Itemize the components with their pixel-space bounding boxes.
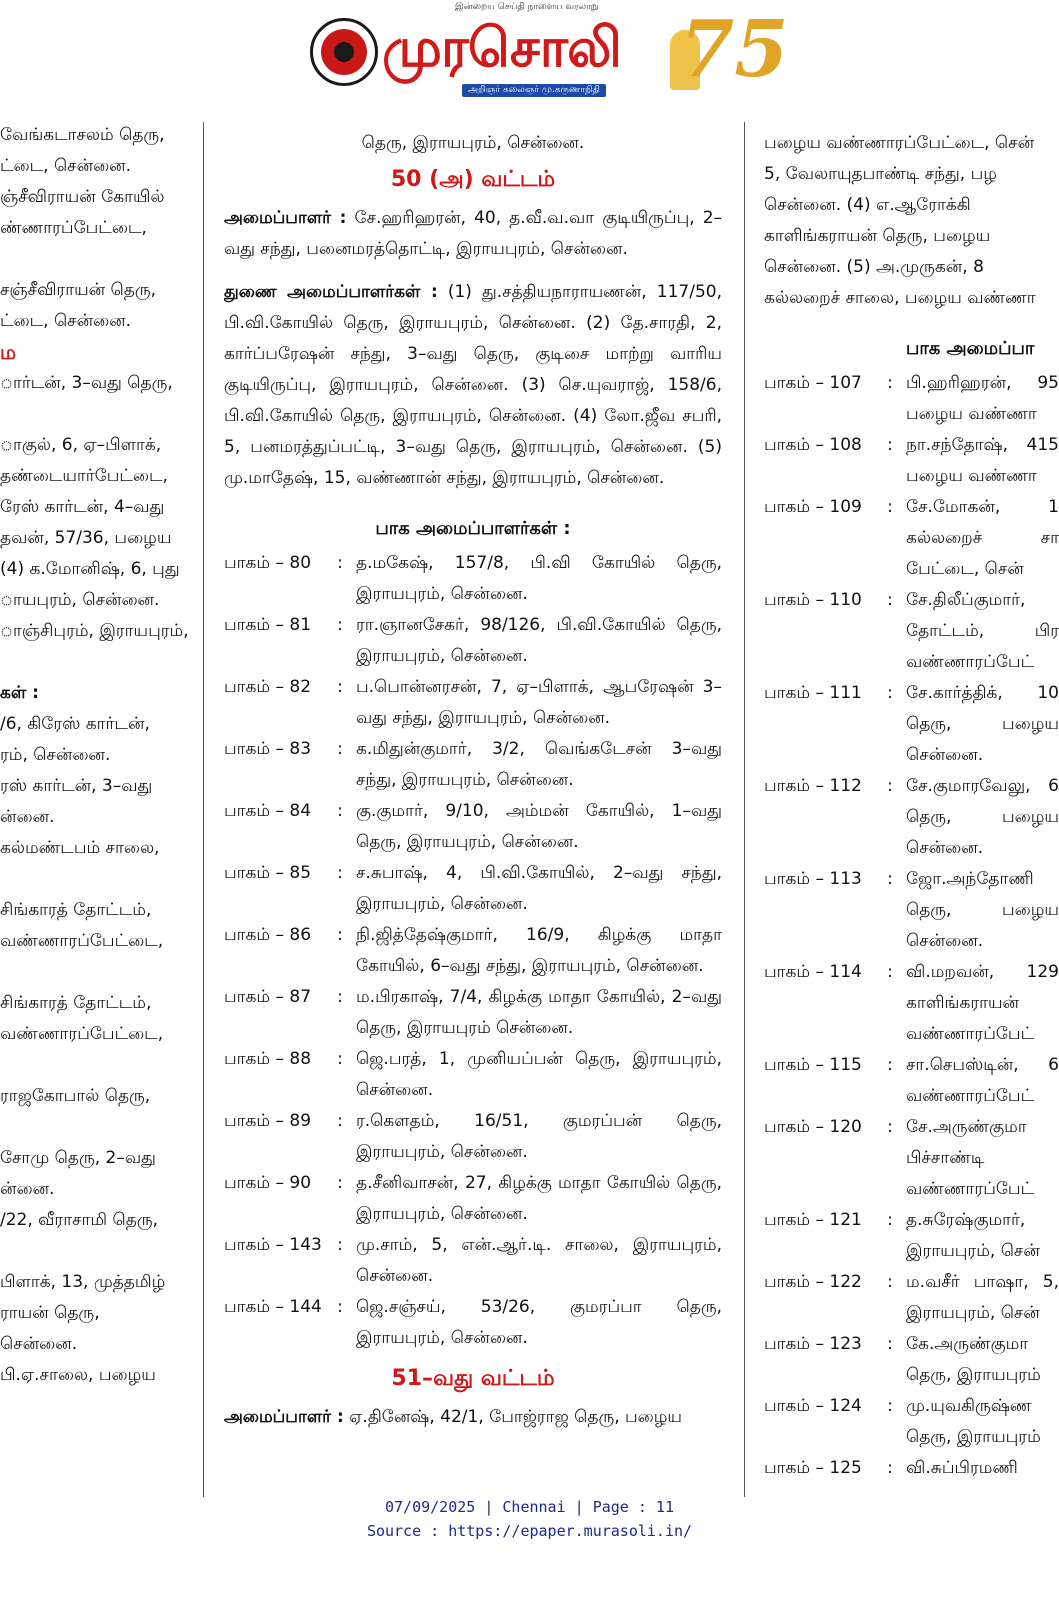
booth-number: பாகம் – 89 bbox=[224, 1111, 312, 1131]
text-line bbox=[0, 244, 200, 275]
booth-organizer: ர.கௌதம், 16/51, குமரப்பன் தெரு, இராயபுரம், சென்னை. bbox=[356, 1111, 722, 1162]
booth-organizer: நா.சந்தோஷ், 415 பழைய வண்ணா bbox=[906, 435, 1059, 486]
text-line: (4) க.மோனிஷ், 6, புது bbox=[0, 559, 180, 579]
masthead bbox=[0, 0, 1059, 108]
booth-organizer: ஜெ.பரத், 1, முனியப்பன் தெரு, இராயபுரம், சென்னை. bbox=[356, 1049, 722, 1100]
left-column bbox=[0, 112, 200, 1497]
booth-organizer: ச.சுபாஷ், 4, பி.வி.கோயில், 2–வது சந்து, இராயபுரம், சென்னை. bbox=[356, 863, 722, 914]
booth-organizer: ரா.ஞானசேகர், 98/126, பி.வி.கோயில் தெரு, இராயபுரம், சென்னை. bbox=[356, 615, 722, 666]
text-line: சென்னை. (4) எ.ஆரோக்கி bbox=[764, 195, 971, 215]
booth-number: பாகம் – 90 bbox=[224, 1173, 312, 1193]
booth-organizer: ம.பிரகாஷ், 7/4, கிழக்கு மாதா கோயில், 2–வது தெரு, இராயபுரம் சென்னை. bbox=[356, 987, 722, 1038]
separator: : bbox=[887, 1210, 893, 1230]
booth-organizer: த.சுரேஷ்குமார், இராயபுரம், சென் bbox=[906, 1210, 1040, 1261]
booth-row bbox=[224, 1168, 722, 1230]
booth-row bbox=[764, 864, 1059, 957]
booth-row bbox=[764, 1453, 1059, 1484]
booth-organizer: ஜோ.அந்தோணி தெரு, பழைய சென்னை. bbox=[906, 869, 1059, 951]
separator: : bbox=[337, 987, 343, 1007]
booth-row bbox=[224, 1292, 722, 1354]
text-line: பி.ஏ.சாலை, பழைய bbox=[0, 1365, 156, 1385]
booth-number: பாகம் – 114 bbox=[764, 962, 862, 982]
text-line: ராயன் தெரு, bbox=[0, 1303, 100, 1323]
separator: : bbox=[337, 801, 343, 821]
separator: : bbox=[337, 739, 343, 759]
booth-row bbox=[224, 1230, 722, 1292]
organizer-paragraph bbox=[224, 203, 722, 265]
separator: : bbox=[337, 1235, 343, 1255]
right-intro bbox=[764, 128, 1059, 314]
organizer-text: ஏ.தினேஷ், 42/1, போஜ்ராஜ தெரு, பழைய bbox=[349, 1407, 683, 1427]
separator: : bbox=[337, 1173, 343, 1193]
separator: : bbox=[887, 1272, 893, 1292]
booth-number: பாகம் – 108 bbox=[764, 435, 862, 455]
booth-row bbox=[764, 1205, 1059, 1267]
booth-list bbox=[764, 368, 1059, 1484]
logo-subtitle: அறிஞர் கலைஞர் மு.கருணாநிதி bbox=[462, 84, 606, 97]
booth-number: பாகம் – 83 bbox=[224, 739, 312, 759]
booth-row bbox=[764, 771, 1059, 864]
deputy-paragraph bbox=[224, 277, 722, 494]
booth-row bbox=[224, 858, 722, 920]
booth-number: பாகம் – 123 bbox=[764, 1334, 862, 1354]
masthead-tagline: இன்றைய செய்தி நாளைய வரலாறு bbox=[455, 2, 599, 12]
text-line: கல்மண்டபம் சாலை, bbox=[0, 838, 160, 858]
booth-organizer: பி.ஹரிஹரன், 95 பழைய வண்ணா bbox=[906, 373, 1059, 424]
booth-number: பாகம் – 111 bbox=[764, 683, 862, 703]
booth-number: பாகம் – 84 bbox=[224, 801, 312, 821]
text-line: சென்னை. (5) அ.முருகன், 8 bbox=[764, 257, 984, 277]
booth-row bbox=[764, 1112, 1059, 1205]
booth-row bbox=[764, 1329, 1059, 1391]
booth-row bbox=[224, 920, 722, 982]
text-line: சஞ்சீவிராயன் தெரு, bbox=[0, 280, 157, 300]
separator: : bbox=[337, 1049, 343, 1069]
booth-organizer: ப.பொன்னரசன், 7, ஏ–பிளாக், ஆபரேஷன் 3–வது சந்து, இராயபுரம், சென்னை. bbox=[356, 677, 722, 728]
booth-organizer: மு.சாம், 5, என்.ஆர்.டி. சாலை, இராயபுரம், சென்னை. bbox=[356, 1235, 722, 1286]
separator: : bbox=[887, 1396, 893, 1416]
text-line: ன்னை. bbox=[0, 807, 55, 827]
booth-organizer: வி.சுப்பிரமணி bbox=[906, 1458, 1018, 1478]
booth-organizer: ஜெ.சஞ்சய், 53/26, குமரப்பா தெரு, இராயபுரம், சென்னை. bbox=[356, 1297, 722, 1348]
text-line: ண்ணாரப்பேட்டை, bbox=[0, 218, 147, 238]
separator: : bbox=[337, 615, 343, 635]
text-line: ார்டன், 3–வது தெரு, bbox=[0, 373, 173, 393]
booth-list bbox=[224, 548, 722, 1354]
booth-number: பாகம் – 120 bbox=[764, 1117, 862, 1137]
booth-number: பாகம் – 144 bbox=[224, 1297, 322, 1317]
booth-number: பாகம் – 121 bbox=[764, 1210, 862, 1230]
separator: : bbox=[887, 497, 893, 517]
booth-number: பாகம் – 124 bbox=[764, 1396, 862, 1416]
booth-number: பாகம் – 87 bbox=[224, 987, 312, 1007]
separator: : bbox=[337, 1297, 343, 1317]
booth-row bbox=[224, 796, 722, 858]
continued-line: தெரு, இராயபுரம், சென்னை. bbox=[361, 133, 585, 153]
booth-row bbox=[764, 1391, 1059, 1453]
text-line: ாகுல், 6, ஏ–பிளாக், bbox=[0, 435, 162, 455]
booth-row bbox=[764, 368, 1059, 430]
footer-date-line: 07/09/2025 | Chennai | Page : 11 bbox=[385, 1498, 674, 1516]
separator: : bbox=[887, 683, 893, 703]
booth-row bbox=[224, 1044, 722, 1106]
booth-row bbox=[764, 957, 1059, 1050]
booth-row bbox=[224, 610, 722, 672]
booth-number: பாகம் – 81 bbox=[224, 615, 312, 635]
text-line: ட்டை, சென்னை. bbox=[0, 311, 132, 331]
separator: : bbox=[887, 1458, 893, 1478]
booth-number: பாகம் – 86 bbox=[224, 925, 312, 945]
text-line: வேங்கடாசலம் தெரு, bbox=[0, 125, 165, 145]
booth-organizer: சே.மோகன், 1 கல்லறைச் சா பேட்டை, சென் bbox=[906, 497, 1059, 579]
left-column-lines bbox=[0, 120, 200, 1391]
booth-number: பாகம் – 113 bbox=[764, 869, 862, 889]
organizer-label: அமைப்பாளர் : bbox=[224, 1407, 344, 1427]
text-line: கல்லறைச் சாலை, பழைய வண்ணா bbox=[764, 288, 1036, 308]
text-line: பிளாக், 13, முத்தமிழ் bbox=[0, 1272, 166, 1292]
anniversary-badge: 75 bbox=[680, 4, 789, 95]
text-line: ாஞ்சிபுரம், இராயபுரம், bbox=[0, 621, 189, 641]
text-line: காளிங்கராயன் தெரு, பழைய bbox=[764, 226, 991, 246]
text-line: பழைய வண்ணாரப்பேட்டை, சென் bbox=[764, 133, 1035, 153]
deputy-text: (1) து.சத்தியநாராயணன், 117/50, பி.வி.கோயில் தெரு, இராயபுரம், சென்னை. (2) தே.சாரதி, 2, கார்ப்பரேஷன் சந்து, 3–வது தெரு, குடிசை மாற்று வாரிய குடியிருப்பு, இராயபுரம், சென்னை. (3) செ.யுவராஜ், 158/6, பி.வி.கோயில் தெரு, இராயபுரம், சென்னை. (4) லோ.ஜீவ சபரி, 5, பனமரத்துப்பட்டி, 3–வது தெரு, இராயபுரம், சென்னை. (5) மு.மாதேஷ், 15, வண்ணான் சந்து, இராயபுரம், சென்னை. bbox=[224, 282, 722, 488]
text-line: சிங்காரத் தோட்டம், bbox=[0, 993, 152, 1013]
deputy-label: துணை அமைப்பாளர்கள் : bbox=[224, 282, 438, 302]
booth-number: பாகம் – 122 bbox=[764, 1272, 862, 1292]
booth-row bbox=[224, 672, 722, 734]
booth-organizer: கே.அருண்குமா தெரு, இராயபுரம் bbox=[906, 1334, 1041, 1385]
text-line: 5, வேலாயுதபாண்டி சந்து, பழ bbox=[764, 164, 997, 184]
ward-heading: 51–வது வட்டம் bbox=[391, 1366, 555, 1391]
page-footer bbox=[0, 1495, 1059, 1543]
separator: : bbox=[887, 590, 893, 610]
footer-source-line: Source : https://epaper.murasoli.in/ bbox=[366, 1522, 693, 1540]
text-line: ாயபுரம், சென்னை. bbox=[0, 590, 160, 610]
booth-organizer: கு.குமார், 9/10, அம்மன் கோயில், 1–வது தெரு, இராயபுரம், சென்னை. bbox=[356, 801, 722, 852]
booth-organizer: மு.யுவகிருஷ்ண தெரு, இராயபுரம் bbox=[906, 1396, 1041, 1447]
booth-row bbox=[764, 1050, 1059, 1112]
party-emblem-icon bbox=[310, 18, 378, 86]
booth-organizer: சே.குமாரவேலு, 6 தெரு, பழைய சென்னை. bbox=[906, 776, 1059, 858]
booth-organizer: சே.திலீப்குமார், தோட்டம், பிர வண்ணாரப்பேட் bbox=[906, 590, 1059, 672]
organizer-text: சே.ஹரிஹரன், 40, த.வீ.வ.வா குடியிருப்பு, 2–வது சந்து, பனைமரத்தொட்டி, இராயபுரம், சென்னை. bbox=[224, 208, 722, 259]
text-line: ரஸ் கார்டன், 3–வது bbox=[0, 776, 153, 796]
newspaper-logo: முரசொலி bbox=[382, 16, 621, 79]
separator: : bbox=[337, 863, 343, 883]
section-heading: பாக அமைப்பா bbox=[906, 338, 1035, 359]
text-line: சென்னை. bbox=[0, 1334, 78, 1354]
section-heading-fragment: கள் : bbox=[0, 683, 39, 703]
booth-row bbox=[764, 678, 1059, 771]
booth-row bbox=[764, 430, 1059, 492]
column-divider bbox=[744, 122, 745, 1497]
text-line: தண்டையார்பேட்டை, bbox=[0, 466, 168, 486]
booth-number: பாகம் – 143 bbox=[224, 1235, 322, 1255]
booth-number: பாகம் – 109 bbox=[764, 497, 862, 517]
booth-row bbox=[224, 982, 722, 1044]
booth-number: பாகம் – 80 bbox=[224, 553, 312, 573]
booth-organizer: சே.அருண்குமா பிச்சாண்டி வண்ணாரப்பேட் bbox=[906, 1117, 1035, 1199]
text-line: ரம், சென்னை. bbox=[0, 745, 111, 765]
separator: : bbox=[887, 1055, 893, 1075]
booth-row bbox=[224, 1106, 722, 1168]
separator: : bbox=[887, 373, 893, 393]
right-column bbox=[764, 112, 1059, 1497]
booth-row bbox=[764, 1267, 1059, 1329]
text-line: ஞ்சீவிராயன் கோயில் bbox=[0, 187, 165, 207]
separator: : bbox=[337, 1111, 343, 1131]
booth-number: பாகம் – 88 bbox=[224, 1049, 312, 1069]
red-heading-fragment: ம bbox=[0, 340, 17, 364]
section-heading: பாக அமைப்பாளர்கள் : bbox=[375, 518, 571, 539]
booth-organizer: த.மகேஷ், 157/8, பி.வி கோயில் தெரு, இராயபுரம், சென்னை. bbox=[356, 553, 722, 604]
organizer-label: அமைப்பாளர் : bbox=[224, 208, 347, 228]
booth-row bbox=[764, 585, 1059, 678]
text-line: தவன், 57/36, பழைய bbox=[0, 528, 172, 548]
booth-row bbox=[224, 734, 722, 796]
booth-number: பாகம் – 115 bbox=[764, 1055, 862, 1075]
text-line: ட்டை, சென்னை. bbox=[0, 156, 132, 176]
booth-number: பாகம் – 85 bbox=[224, 863, 312, 883]
separator: : bbox=[337, 677, 343, 697]
separator: : bbox=[887, 776, 893, 796]
separator: : bbox=[337, 553, 343, 573]
booth-organizer: ம.வசீர் பாஷா, 5, இராயபுரம், சென் bbox=[906, 1272, 1059, 1323]
middle-column bbox=[224, 112, 722, 1497]
separator: : bbox=[887, 869, 893, 889]
text-line: வண்ணாரப்பேட்டை, bbox=[0, 1024, 164, 1044]
separator: : bbox=[887, 1117, 893, 1137]
booth-organizer: க.மிதுன்குமார், 3/2, வெங்கடேசன் 3–வது சந்து, இராயபுரம், சென்னை. bbox=[356, 739, 722, 790]
booth-number: பாகம் – 107 bbox=[764, 373, 862, 393]
separator: : bbox=[887, 1334, 893, 1354]
text-line: ராஜகோபால் தெரு, bbox=[0, 1086, 151, 1106]
booth-number: பாகம் – 125 bbox=[764, 1458, 862, 1478]
separator: : bbox=[887, 435, 893, 455]
column-divider bbox=[203, 122, 204, 1497]
booth-organizer: வி.மறவன், 129 காளிங்கராயன் வண்ணாரப்பேட் bbox=[906, 962, 1059, 1044]
separator: : bbox=[337, 925, 343, 945]
separator: : bbox=[887, 962, 893, 982]
text-line: சிங்காரத் தோட்டம், bbox=[0, 900, 152, 920]
text-line: /6, கிரேஸ் கார்டன், bbox=[0, 714, 150, 734]
text-line: சோமு தெரு, 2–வது bbox=[0, 1148, 156, 1168]
booth-row bbox=[224, 548, 722, 610]
organizer-paragraph bbox=[224, 1402, 722, 1433]
booth-organizer: சா.செபஸ்டின், 6 வண்ணாரப்பேட் bbox=[906, 1055, 1059, 1106]
text-line: ன்னை. bbox=[0, 1179, 55, 1199]
booth-row bbox=[764, 492, 1059, 585]
ward-heading: 50 (அ) வட்டம் bbox=[390, 167, 556, 192]
booth-number: பாகம் – 82 bbox=[224, 677, 312, 697]
booth-organizer: நி.ஜித்தேஷ்குமார், 16/9, கிழக்கு மாதா கோயில், 6–வது சந்து, இராயபுரம், சென்னை. bbox=[356, 925, 722, 976]
booth-number: பாகம் – 112 bbox=[764, 776, 862, 796]
text-line: ரேஸ் கார்டன், 4–வது bbox=[0, 497, 165, 517]
text-line: /22, வீராசாமி தெரு, bbox=[0, 1210, 158, 1230]
booth-organizer: த.சீனிவாசன், 27, கிழக்கு மாதா கோயில் தெரு, இராயபுரம், சென்னை. bbox=[356, 1173, 722, 1224]
booth-organizer: சே.கார்த்திக், 10 தெரு, பழைய சென்னை. bbox=[906, 683, 1059, 765]
booth-number: பாகம் – 110 bbox=[764, 590, 862, 610]
text-line: வண்ணாரப்பேட்டை, bbox=[0, 931, 164, 951]
